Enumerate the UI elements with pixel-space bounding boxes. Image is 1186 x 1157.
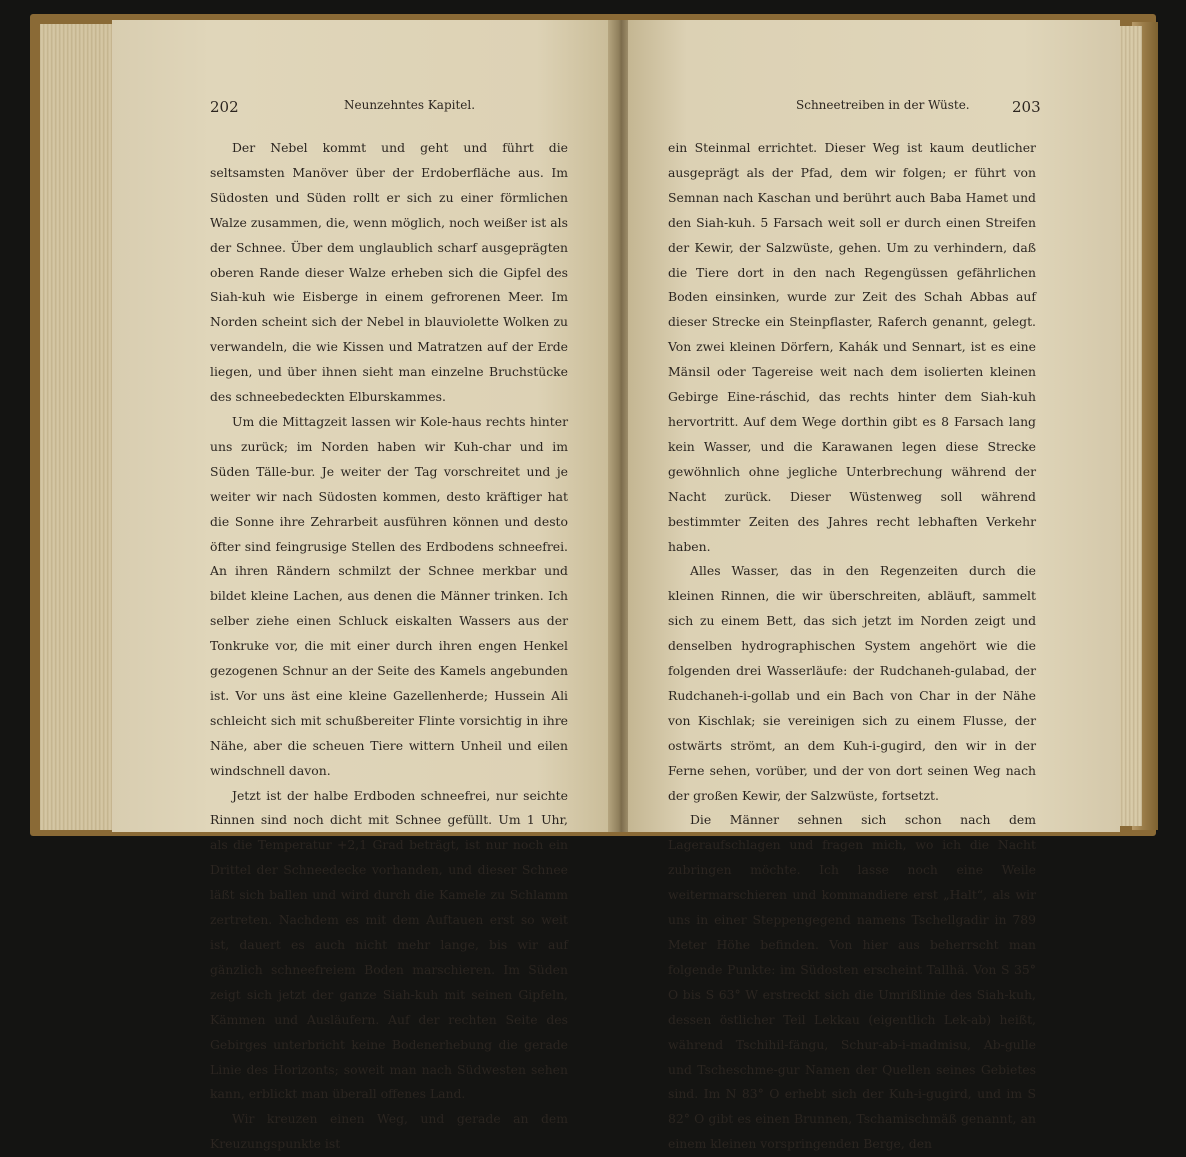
left-page [112, 20, 612, 1152]
left-page-body [210, 136, 568, 1157]
right-page [628, 20, 1120, 1152]
paragraph: ein Steinmal errichtet. Dieser Weg ist kaum deutlicher ausgeprägt als der Pfad, dem wir folgen; er führt von Semnan nach Kaschan und berührt auch Baba Hamet und den Siah-kuh. 5 Farsach weit soll er durch einen Streifen der Kewir, der Salzwüste, gehen. Um zu verhindern, daß die Tiere dort in den nach Regengüssen gefährlichen Boden einsinken, wurde zur Zeit des Schah Abbas auf dieser Strecke ein Steinpflaster, Raferch genannt, gelegt. Von zwei kleinen Dörfern, Kahák und Sennart, ist es eine Mänsil oder Tagereise weit nach dem isolierten kleinen Gebirge Eine-ráschid, das rechts hinter dem Siah-kuh hervortritt. Auf dem Wege dorthin gibt es 8 Farsach lang kein Wasser, und die Karawanen legen diese Strecke gewöhnlich ohne jegliche Unterbrechung während der Nacht zurück. Dieser Wüstenweg soll während bestimmter Zeiten des Jahres recht lebhaften Verkehr haben. [668, 140, 1036, 554]
page-number-right: 203 [1012, 98, 1041, 116]
paragraph: Jetzt ist der halbe Erdboden schneefrei, nur seichte Rinnen sind noch dicht mit Schnee gefüllt. Um 1 Uhr, als die Temperatur +2,1 Grad beträgt, ist nur noch ein Drittel der Schneedecke vorhanden, und dieser Schnee läßt sich ballen und wird durch die Kamele zu Schlamm zertreten. Nachdem es mit dem Auftauen erst so weit ist, dauert es auch nicht mehr lange, bis wir auf gänzlich schneefreiem Boden marschieren. Im Süden zeigt sich jetzt der ganze Siah-kuh mit seinen Gipfeln, Kämmen und Ausläufern. Auf der rechten Seite des Gebirges unterbricht keine Bodenerhebung die gerade Linie des Horizonts; soweit man nach Südwesten sehen kann, erblickt man überall offenes Land. [210, 787, 568, 1102]
paragraph: Wir kreuzen einen Weg, und gerade an dem Kreuzungspunkte ist [210, 1111, 568, 1152]
paragraph: Um die Mittagzeit lassen wir Kole-haus rechts hinter uns zurück; im Norden haben wir Kuh-char und im Süden Tälle-bur. Je weiter der Tag vorschreitet und je weiter wir nach Südosten kommen, desto kräftiger hat die Sonne ihre Zehrarbeit ausführen können und desto öfter sind feingrusige Stellen des Erdbodens schneefrei. An ihren Rändern schmilzt der Schnee merkbar und bildet kleine Lachen, aus denen die Männer trinken. Ich selber ziehe einen Schluck eiskalten Wassers aus der Tonkruke vor, die mit einer durch ihren engen Henkel gezogenen Schnur an der Seite des Kamels angebunden ist. Vor uns äst eine kleine Gazellenherde; Hussein Ali schleicht sich mit schußbereiter Flinte vorsichtig in ihre Nähe, aber die scheuen Tiere wittern Unheil und eilen windschnell davon. [210, 413, 568, 778]
right-page-body [668, 136, 1036, 1157]
page-edges-right [1118, 26, 1142, 826]
page-edges-left [40, 24, 120, 830]
running-head-right: Schneetreiben in der Wüste. [796, 98, 970, 112]
page-number-left: 202 [210, 98, 239, 116]
paragraph: Die Männer sehnen sich schon nach dem Lageraufschlagen und fragen mich, wo ich die Nacht zubringen möchte. Ich lasse noch eine Weile weitermarschieren und kommandiere erst „Halt“, als wir uns in einer Steppengegend namens Tschellgadir in 789 Meter Höhe befinden. Von hier aus beherrscht man folgende Punkte: im Südosten erscheint Tallhä. Von S 35° O bis S 63° W erstreckt sich die Umrißlinie des Siah-kuh, dessen östlicher Teil Lekkau (eigentlich Lek-ab) heißt, während Tschihil-fängu, Schur-ab-i-madmisu, Ab-gulle und Tscheschme-gur Namen der Quellen seines Gebietes sind. Im N 83° O erhebt sich der Kuh-i-gugird, und im S 82° O gibt es einen Brunnen, Tschamischmäß genannt, an einem kleinen vorspringenden Berge, den [668, 812, 1036, 1152]
running-head-left: Neunzehntes Kapitel. [344, 98, 476, 112]
paragraph: Alles Wasser, das in den Regenzeiten durch die kleinen Rinnen, die wir überschreiten, abläuft, sammelt sich zu einem Bett, das sich jetzt im Norden zeigt und denselben hydrographischen System angehört wie die folgenden drei Wasserläufe: der Rudchaneh-gulabad, der Rudchaneh-i-gollab und ein Bach von Char in der Nähe von Kischlak; sie vereinigen sich zu einem Flusse, der ostwärts strömt, an dem Kuh-i-gugird, den wir in der Ferne sehen, vorüber, und der von dort seinen Weg nach der großen Kewir, der Salzwüste, fortsetzt. [668, 563, 1036, 803]
paragraph: Der Nebel kommt und geht und führt die seltsamsten Manöver über der Erdoberfläche aus. Im Südosten und Süden rollt er sich zu einer förmlichen Walze zusammen, die, wenn möglich, noch weißer ist als der Schnee. Über dem unglaublich scharf ausgeprägten oberen Rande dieser Walze erheben sich die Gipfel des Siah-kuh wie Eisberge in einem gefrorenen Meer. Im Norden scheint sich der Nebel in blauviolette Wolken zu verwandeln, die wie Kissen und Matratzen auf der Erde liegen, und über ihnen sieht man einzelne Bruchstücke des schneebedeckten Elburskammes. [210, 140, 568, 405]
